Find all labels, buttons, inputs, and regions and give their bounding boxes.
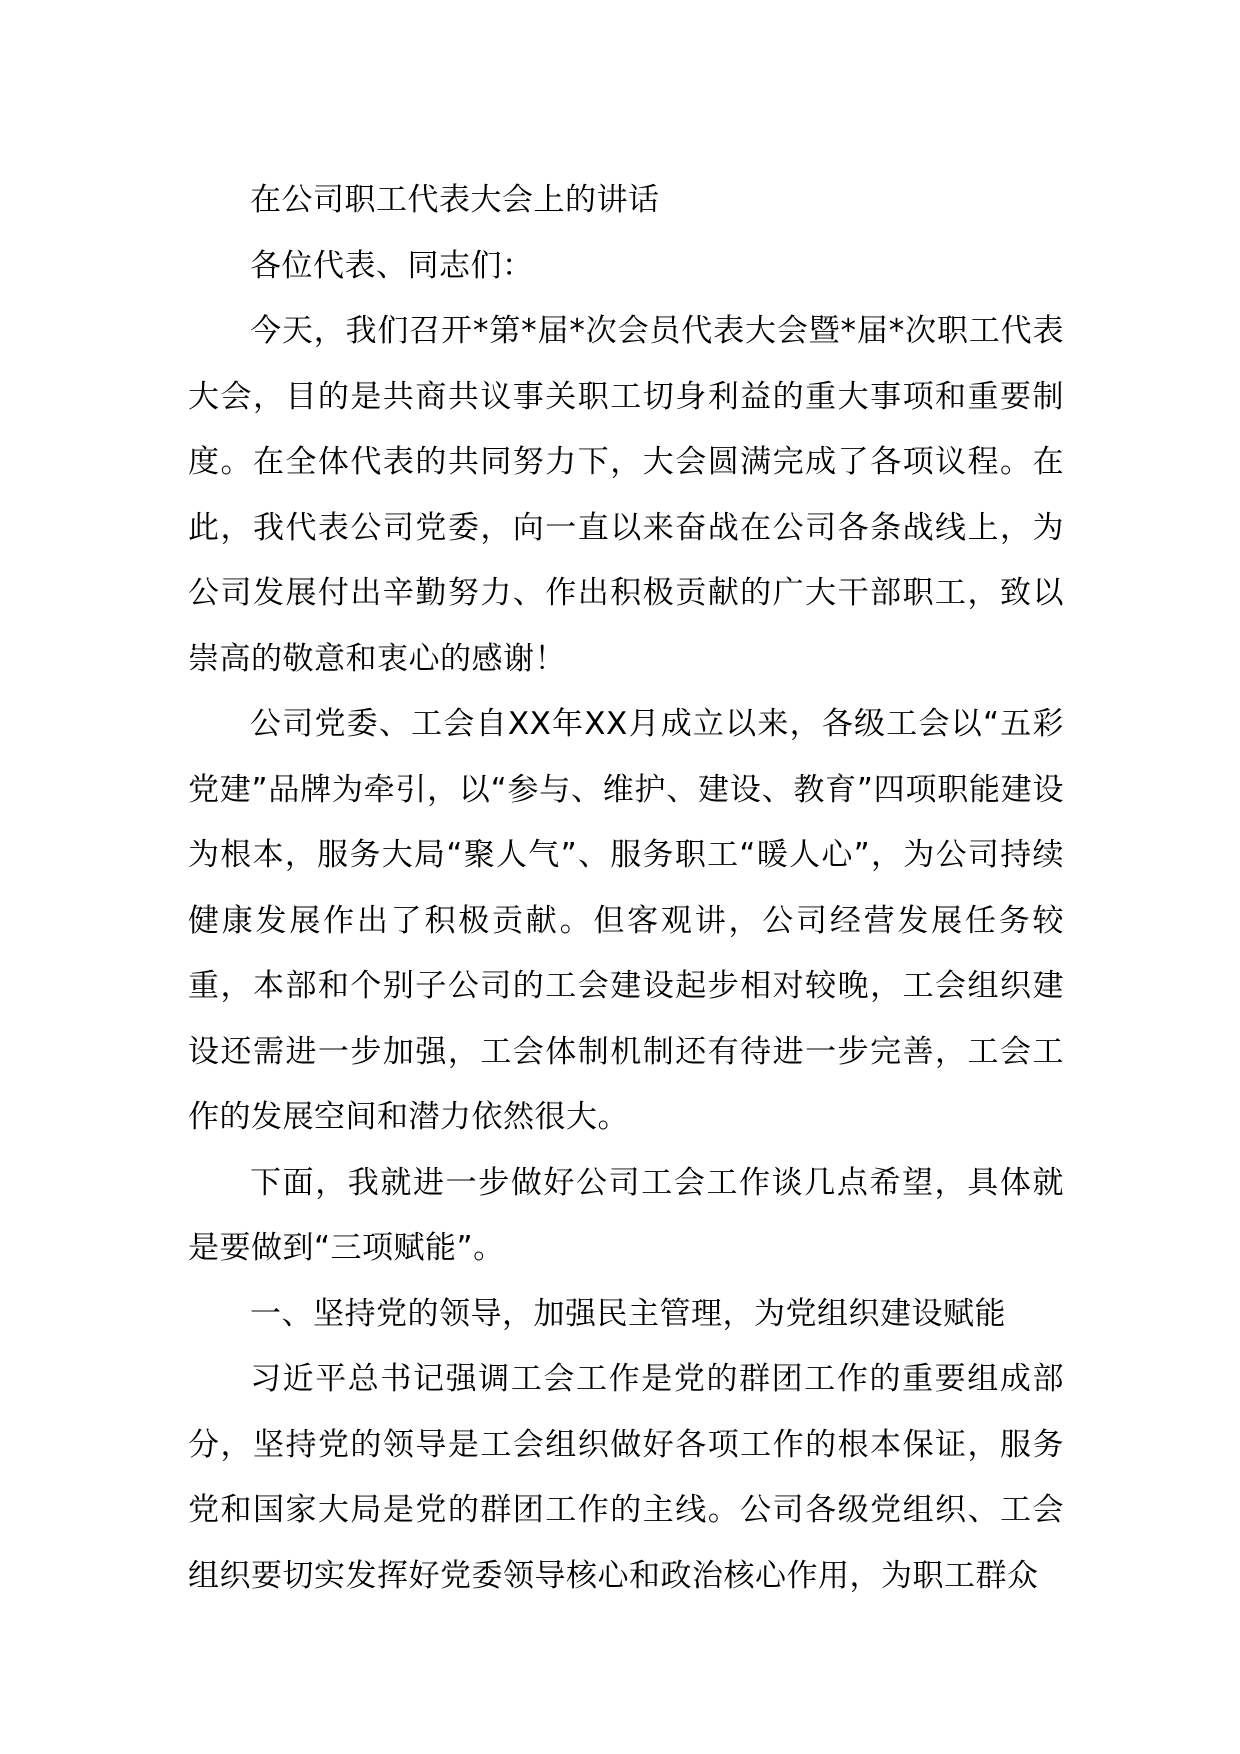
section-heading-1: 一、坚持党的领导，加强民主管理，为党组织建设赋能 xyxy=(250,1295,1006,1332)
paragraph-background: 公司党委、工会自XX年XX月成立以来，各级工会以“五彩党建”品牌为牵引，以“参与、维护、建设、教育”四项职能建设为根本，服务大局“聚人气”、服务职工“暖人心”，为公司持续健康发展作出了积极贡献。但客观讲，公司经营发展任务较重，本部和个别子公司的工会建设起步相对较晚，工会组织建设还需进一步加强，工会体制机制还有待进一步完善，工会工作的发展空间和潜力依然很大。 xyxy=(188,706,1064,1135)
paragraph-section-1: 习近平总书记强调工会工作是党的群团工作的重要组成部分，坚持党的领导是工会组织做好各项工作的根本保证，服务党和国家大局是党的群团工作的主线。公司各级党组织、工会组织要切实发挥好党委领导核心和政治核心作用，为职工群众 xyxy=(188,1361,1064,1594)
document-body xyxy=(188,168,1064,1609)
document-title: 在公司职工代表大会上的讲话 xyxy=(250,182,660,218)
paragraph-opening: 今天，我们召开*第*届*次会员代表大会暨*届*次职工代表大会，目的是共商共议事关职工切身利益的重大事项和重要制度。在全体代表的共同努力下，大会圆满完成了各项议程。在此，我代表公司党委，向一直以来奋战在公司各条战线上，为公司发展付出辛勤努力、作出积极贡献的广大干部职工，致以崇高的敬意和衷心的感谢！ xyxy=(188,313,1064,677)
salutation: 各位代表、同志们： xyxy=(250,247,534,284)
paragraph-transition: 下面，我就进一步做好公司工会工作谈几点希望，具体就是要做到“三项赋能”。 xyxy=(188,1164,1064,1266)
